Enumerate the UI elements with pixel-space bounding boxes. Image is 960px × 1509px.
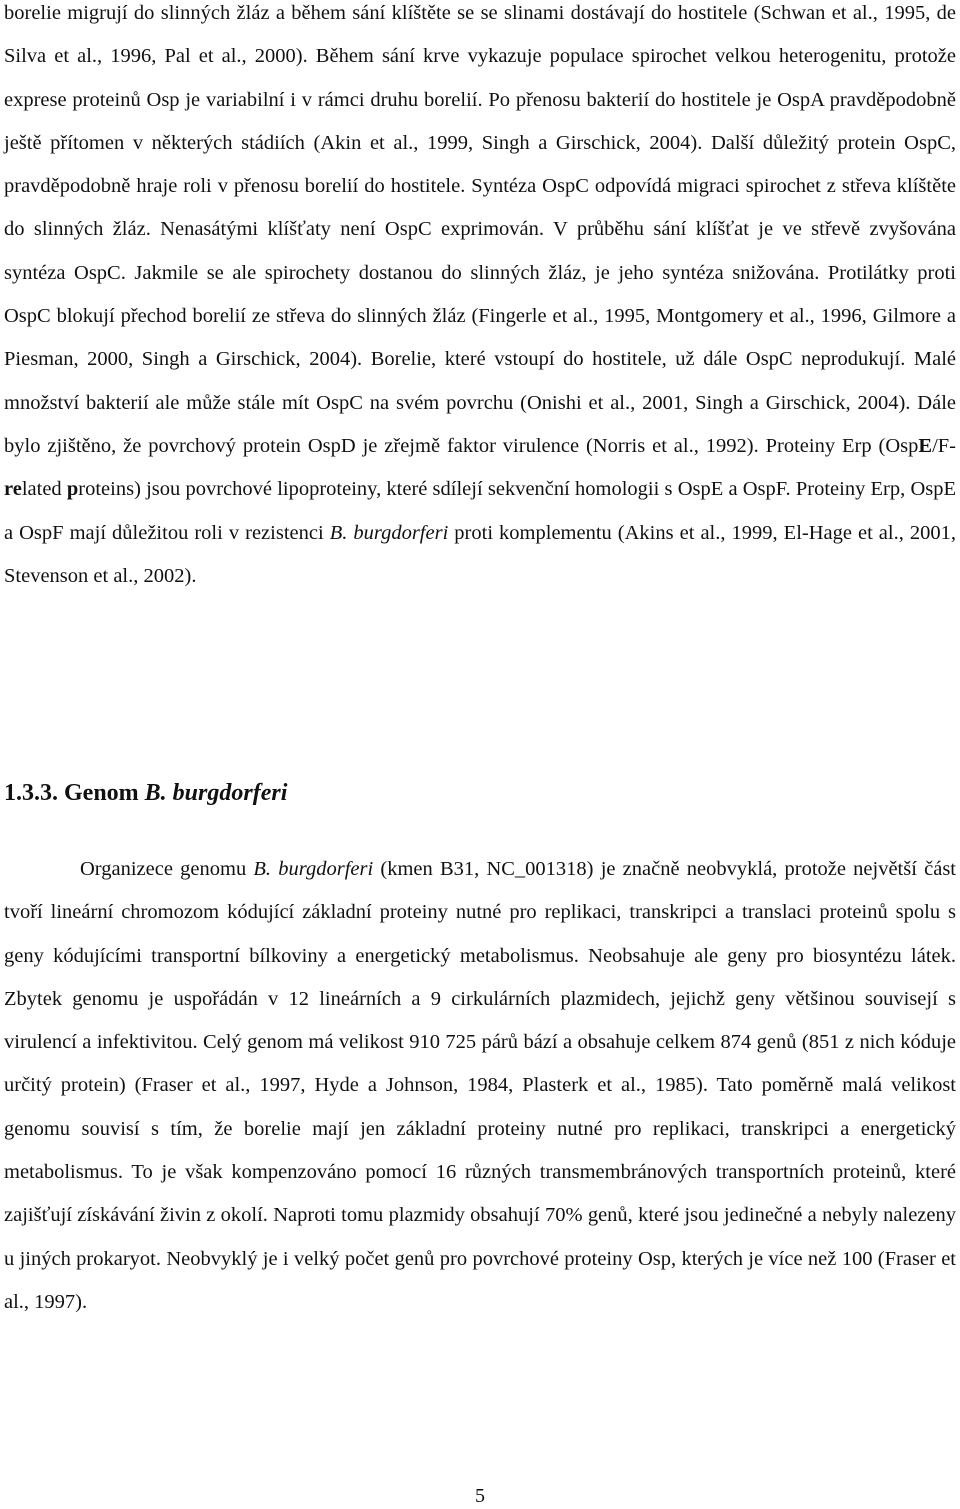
page-number: 5: [475, 1485, 485, 1507]
paragraph1-species-italic: B. burgdorferi: [329, 521, 449, 544]
paragraph1-text-part5: proti komplementu (Akins et al., 1999, El-Hage et al., 2001, Stevenson et al., 2002).: [4, 521, 957, 587]
paragraph1-text-part3: lated: [21, 478, 67, 501]
section-heading: [4, 778, 287, 808]
heading-species-italic: B. burgdorferi: [144, 780, 288, 806]
paragraph2-text-part2: (kmen B31, NC_001318) je značně neobvyklá, protože největší část tvoří lineární chromozom kódující základní proteiny nutné pro replikaci, transkripci a translaci proteinů spolu s geny kódujícími transportní bílkoviny a energetický metabolismus. Neobsahuje ale geny pro biosyntézu látek. Zbytek genomu je uspořádán v 12 lineárních a 9 cirkulárních plazmidech, jejichž geny většinou souvisejí s virulencí a infektivitou. Celý genom má velikost 910 725 párů bází a obsahuje celkem 874 genů (851 z nich kóduje určitý protein) (Fraser et al., 1997, Hyde a Johnson, 1984, Plasterk et al., 1985). Tato poměrně malá velikost genomu souvisí s tím, že borelie mají jen základní proteiny nutné pro replikaci, transkripci a energetický metabolismus. To je však kompenzováno pomocí 16 různých transmembránových transportních proteinů, které zajišťují získávání živin z okolí. Naproti tomu plazmidy obsahují 70% genů, které jsou jedinečné a nebyly nalezeny u jiných prokaryot. Neobvyklý je i velký počet genů pro povrchové proteiny Osp, kterých je více než 100 (Fraser et al., 1997).: [4, 858, 957, 1313]
heading-number-title: 1.3.3. Genom: [4, 780, 145, 806]
paragraph1-text-part1: borelie migrují do slinných žláz a během sání klíštěte se se slinami dostávají do hostitele (Schwan et al., 1995, de Silva et al., 1996, Pal et al., 2000). Během sání krve vykazuje populace spirochet velkou heterogenitu, protože exprese proteinů Osp je variabilní i v rámci druhu borelií. Po přenosu bakterií do hostitele je OspA pravděpodobně ještě přítomen v některých stádiích (Akin et al., 1999, Singh a Girschick, 2004). Další důležitý protein OspC, pravděpodobně hraje roli v přenosu borelií do hostitele. Syntéza OspC odpovídá migraci spirochet z střeva klíštěte do slinných žláz. Nenasátými klíšťaty není OspC exprimován. V průběhu sání klíšťat je ve střevě zvyšována syntéza OspC. Jakmile se ale spirochety dostanou do slinných žláz, je jeho syntéza snižována. Protilátky proti OspC blokují přechod borelií ze střeva do slinných žláz (Fingerle et al., 1995, Montgomery et al., 1996, Gilmore a Piesman, 2000, Singh a Girschick, 2004). Borelie, které vstoupí do hostitele, už dále OspC neprodukují. Malé množství bakterií ale může stále mít OspC na svém povrchu (Onishi et al., 2001, Singh a Girschick, 2004). Dále bylo zjištěno, že povrchový protein OspD je zřejmě faktor virulence (Norris et al., 1992). Proteiny Erp (Osp: [4, 2, 956, 457]
paragraph2-species-italic: B. burgdorferi: [253, 858, 374, 880]
paragraph-osp-proteins: [4, 0, 956, 598]
paragraph-genome: [4, 848, 956, 1324]
paragraph1-bold-re: re: [4, 478, 22, 501]
paragraph1-bold-p: p: [66, 478, 79, 501]
paragraph1-bold-e: E: [918, 434, 933, 457]
paragraph1-text-part2: /F-: [932, 434, 956, 457]
paragraph2-text-part1: Organizece genomu: [80, 858, 254, 880]
paragraph1-text-part4: roteins) jsou povrchové lipoproteiny, které sdílejí sekvenční homologii s OspE a OspF. Proteiny Erp, OspE a OspF mají důležitou roli v rezistenci: [4, 478, 956, 544]
